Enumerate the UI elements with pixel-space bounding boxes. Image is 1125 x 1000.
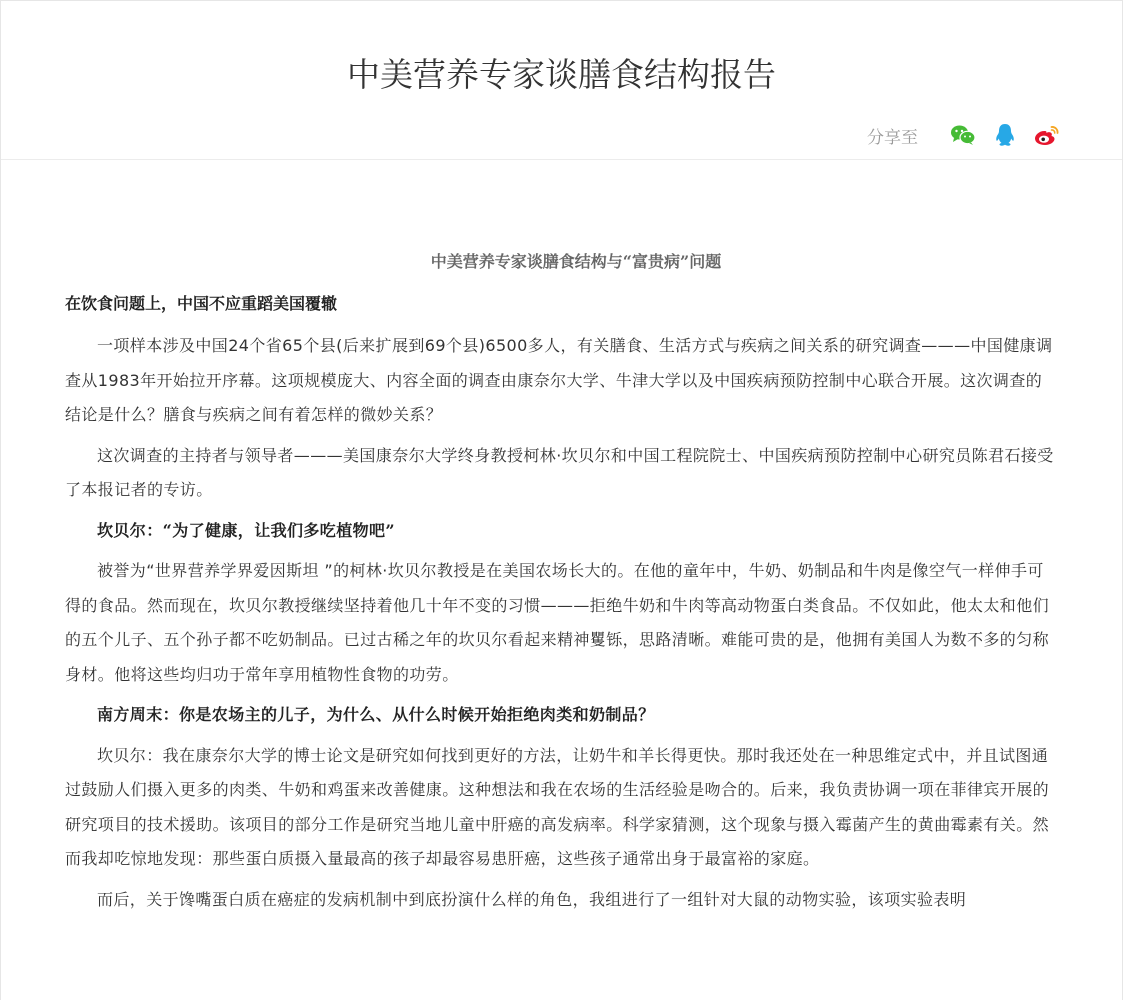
share-label: 分享至: [867, 127, 918, 148]
article-paragraph-heading: 坎贝尔：“为了健康，让我们多吃植物吧”: [97, 520, 396, 540]
article-subtitle: 中美营养专家谈膳食结构与“富贵病”问题: [430, 252, 722, 271]
qq-icon[interactable]: [992, 122, 1018, 148]
page-title: 中美营养专家谈膳食结构报告: [347, 55, 776, 94]
article-paragraph: 被誉为“世界营养学界爱因斯坦 ”的柯林·坎贝尔教授是在美国农场长大的。在他的童年中，牛奶、奶制品和牛肉是像空气一样伸手可得的食品。然而现在，坎贝尔教授继续坚持着他几十年不变的习惯———拒绝牛奶和牛肉等高动物蛋白类食品。不仅如此，他太太和他们的五个儿子、五个孙子都不吃奶制品。已过古稀之年的坎贝尔看起来精神矍铄，思路清晰。难能可贵的是，他拥有美国人为数不多的匀称身材。他将这些均归功于常年享用植物性食物的功劳。: [65, 561, 1050, 684]
article-paragraph: 一项样本涉及中国24个省65个县(后来扩展到69个县)6500多人，有关膳食、生活方式与疾病之间关系的研究调查———中国健康调查从1983年开始拉开序幕。这项规模庞大、内容全面的调查由康奈尔大学、牛津大学以及中国疾病预防控制中心联合开展。这次调查的结论是什么？膳食与疾病之间有着怎样的微妙关系？: [65, 336, 1053, 424]
section-heading: 在饮食问题上，中国不应重蹈美国覆辙: [65, 294, 338, 313]
weibo-icon[interactable]: [1034, 122, 1060, 148]
article-header: [1, 1, 1122, 160]
share-bar: [867, 119, 1060, 151]
article-paragraph: 这次调查的主持者与领导者———美国康奈尔大学终身教授柯林·坎贝尔和中国工程院院士、中国疾病预防控制中心研究员陈君石接受了本报记者的专访。: [65, 445, 1054, 499]
article-paragraph: 坎贝尔：我在康奈尔大学的博士论文是研究如何找到更好的方法，让奶牛和羊长得更快。那时我还处在一种思维定式中，并且试图通过鼓励人们摄入更多的肉类、牛奶和鸡蛋来改善健康。这种想法和我在农场的生活经验是吻合的。后来，我负责协调一项在菲律宾开展的研究项目的技术援助。该项目的部分工作是研究当地儿童中肝癌的高发病率。科学家猜测，这个现象与摄入霉菌产生的黄曲霉素有关。然而我却吃惊地发现：那些蛋白质摄入量最高的孩子却最容易患肝癌，这些孩子通常出身于最富裕的家庭。: [65, 745, 1050, 868]
wechat-icon[interactable]: [950, 122, 976, 148]
article-paragraph-heading: 南方周末：你是农场主的儿子，为什么、从什么时候开始拒绝肉类和奶制品？: [97, 705, 655, 724]
article-body: [65, 244, 1057, 917]
article-paragraph: 而后，关于馋嘴蛋白质在癌症的发病机制中到底扮演什么样的角色，我组进行了一组针对大鼠的动物实验，该项实验表明: [97, 889, 967, 909]
